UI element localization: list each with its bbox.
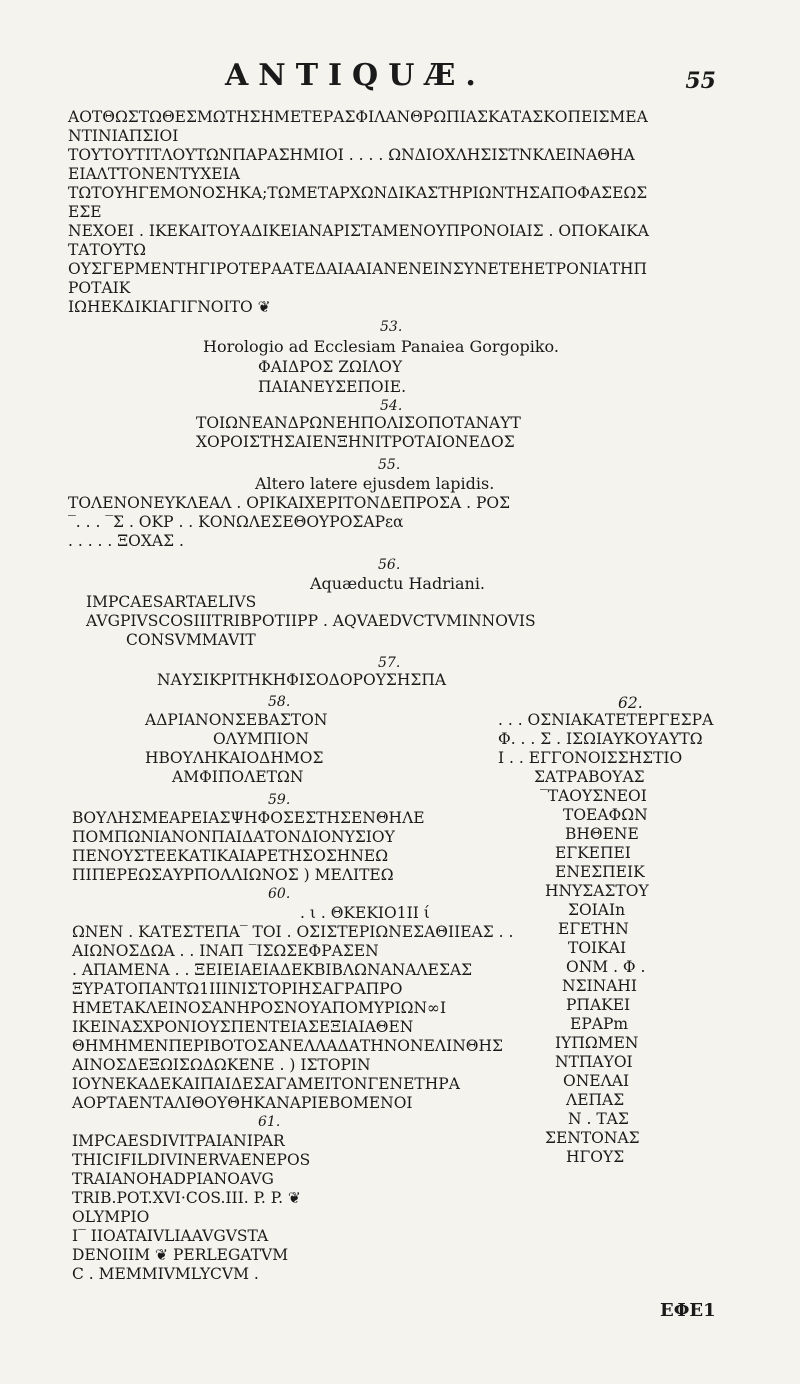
section-number-56: 56.	[378, 557, 401, 573]
section-number-55: 55.	[378, 457, 401, 473]
section-60-line: ΑΙΝΟΣΔΕΞΩΙΣΩΔΩΚΕΝΕ . ) ΙΣΤΟΡΙΝ	[72, 1056, 371, 1074]
section-59-line: ΠΕΝΟΥΣΤΕΕΚΑΤΙΚΑΙΑΡΕΤΗΣΟΣΗΝΕΩ	[72, 847, 389, 865]
section-56-line: CONSVMMAVIT	[126, 631, 256, 649]
section-60-line: ΑΟΡΤΑΕΝΤΑΛΙΘΟΥΘΗΚΑΝΑΡΙΕΒΟΜΕΝΟΙ	[72, 1094, 413, 1112]
intro-line: ΡΟΤΑΙΚ	[68, 279, 131, 297]
section-58-line: ΑΔΡΙΑΝΟΝΣΕΒΑΣΤΟΝ	[145, 711, 328, 729]
section-56-caption: Aquæductu Hadriani.	[310, 574, 486, 593]
running-title: ANTIQUÆ.	[225, 58, 486, 93]
section-53-line: ΠΑΙΑΝΕΥΣΕΠΟΙΕ.	[258, 378, 406, 396]
section-number-59: 59.	[268, 792, 291, 808]
section-58-line: ΟΛΥΜΠΙΟΝ	[213, 730, 309, 748]
section-62-line: ΕΓΚΕΠΕΙ	[555, 844, 631, 862]
section-number-53: 53.	[380, 319, 403, 335]
intro-line: ΕΙΑΛΤΤΟΝΕΝΤΥΧΕΙΑ	[68, 165, 240, 183]
section-61-line: DENOIIM ❦ PERLEGATVM	[72, 1246, 289, 1264]
section-57-line: ΝΑΥΣΙΚΡΙΤΗΚΗΦΙΣΟΔΟΡΟΥΣΗΣΠΑ	[157, 671, 447, 689]
section-55-line: ‾. . . ‾Σ . ΟΚΡ . . ΚΟΝΩΛΕΣΕΘΟΥΡΟΣΑΡεα	[68, 513, 404, 531]
section-62-line: . . . ΟΣΝΙΑΚΑΤΕΤΕΡΓΕΣΡΑ	[498, 711, 714, 729]
section-58-line: ΑΜΦΙΠΟΛΕΤΩΝ	[172, 768, 304, 786]
section-53-caption: Horologio ad Ecclesiam Panaiea Gorgopiko.	[203, 337, 559, 356]
page-number: 55	[685, 68, 716, 94]
section-62-line: Ν . ΤΑΣ	[568, 1110, 629, 1128]
intro-line: ΑΟΤΘΩΣΤΩΘΕΣΜΩΤΗΣΗΜΕΤΕΡΑΣΦΙΛΑΝΘΡΩΠΙΑΣΚΑΤΑΣΚΟΠΕΙΣΜΕΑ	[68, 108, 648, 126]
section-61-line: TRIB.POT.XVI·COS.III. P. P. ❦	[72, 1189, 301, 1207]
section-61-line: IMPCAESDIVITPAIANIPAR	[72, 1132, 285, 1150]
section-55-caption: Altero latere ejusdem lapidis.	[255, 474, 495, 493]
section-59-line: ΒΟΥΛΗΣΜΕΑΡΕΙΑΣΨΗΦΟΣΕΣΤΗΣΕΝΘΗΛΕ	[72, 809, 425, 827]
intro-line: ΝΤΙΝΙΑΠΣΙΟΙ	[68, 127, 179, 145]
section-62-line: ΛΕΠΑΣ	[566, 1091, 625, 1109]
section-number-58: 58.	[268, 694, 291, 710]
section-61-line: C . MEMMIVMLYCVM .	[72, 1265, 259, 1283]
section-62-line: ΣΕΝΤΟΝΑΣ	[545, 1129, 640, 1147]
section-62-line: ΤΟΙΚΑΙ	[568, 939, 627, 957]
section-62-line: ΣΑΤΡΑΒΟΥΑΣ	[534, 768, 645, 786]
section-number-57: 57.	[378, 655, 401, 671]
section-58-line: ΗΒΟΥΛΗΚΑΙΟΔΗΜΟΣ	[145, 749, 324, 767]
section-60-line: . ΑΠΑΜΕΝΑ . . ΞΕΙΕΙΑΕΙΑΔΕΚΒΙΒΛΩΝΑΝΑΛΕΣΑΣ	[72, 961, 473, 979]
section-62-line: ΝΣΙΝΑΗΙ	[562, 977, 638, 995]
section-54-line: ΤΟΙΩΝΕΑΝΔΡΩΝΕΗΠΟΛΙΣΟΠΟΤΑΝΑΥΤ	[196, 414, 521, 432]
intro-line: ΤΟΥΤΟΥΤΙΤΛΟΥΤΩΝΠΑΡΑΣΗΜΙΟΙ . . . . ΩΝΔΙΟΧΛΗΣΙΣΤΝΚΛΕΙΝΑΘΗΑ	[68, 146, 635, 164]
section-55-line: . . . . . ΞΟΧΑΣ .	[68, 532, 184, 550]
section-56-line: AVGPIVSCOSIIITRIBPOTIIPP . AQVAEDVCTVMINNOVIS	[86, 612, 536, 630]
section-62-line: ΙΥΠΩΜΕΝ	[555, 1034, 639, 1052]
section-59-line: ΠΟΜΠΩΝΙΑΝΟΝΠΑΙΔΑΤΟΝΔΙΟΝΥΣΙΟΥ	[72, 828, 395, 846]
section-60-line: ΘΗΜΗΜΕΝΠΕΡΙΒΟΤΟΣΑΝΕΛΛΑΔΑΤΗΝΟΝΕΛΙΝΘΗΣ	[72, 1037, 503, 1055]
section-62-line: ΝΤΠΑΥΟΙ	[555, 1053, 633, 1071]
section-56-line: IMPCAESARTAELIVS	[86, 593, 257, 611]
section-62-line: ΗΝΥΣΑΣΤΟΥ	[545, 882, 649, 900]
section-62-line: ΗΓΟΥΣ	[566, 1148, 625, 1166]
section-60-line: ΙΚΕΙΝΑΣΧΡΟΝΙΟΥΣΠΕΝΤΕΙΑΣΕΞΙΑΙΑΘΕΝ	[72, 1018, 414, 1036]
intro-line: ΟΥΣΓΕΡΜΕΝΤΗΓΙΡΟΤΕΡΑΑΤΕΔΑΙΑΑΙΑΝΕΝΕΙΝΣΥΝΕΤΕΗΕΤΡΟΝΙΑΤΗΠ	[68, 260, 648, 278]
intro-line: ΤΑΤΟΥΤΩ	[68, 241, 146, 259]
section-60-line: ΙΟΥΝΕΚΑΔΕΚΑΙΠΑΙΔΕΣΑΓΑΜΕΙΤΟΝΓΕΝΕΤΗΡΑ	[72, 1075, 460, 1093]
section-62-line: ΕΓΕΤΗΝ	[558, 920, 629, 938]
section-62-line: ΕΝΕΣΠΕΙΚ	[555, 863, 645, 881]
section-62-line: ΒΗΘΕΝΕ	[565, 825, 639, 843]
intro-line: ΤΩΤΟΥΗΓΕΜΟΝΟΣΗΚΑ;ΤΩΜΕΤΑΡΧΩΝΔΙΚΑΣΤΗΡΙΩΝΤΗΣΑΠΟΦΑΣΕΩΣ	[68, 184, 648, 202]
section-60-line: ΑΙΩΝΟΣΔΩΑ . . ΙΝΑΠ ‾ΙΣΩΣΕΦΡΑΣΕΝ	[72, 942, 379, 960]
section-59-line: ΠΙΠΕΡΕΩΣΑΥΡΠΟΛΛΙΩΝΟΣ ) ΜΕΛΙΤΕΩ	[72, 866, 394, 884]
section-54-line: ΧΟΡΟΙΣΤΗΣΑΙΕΝΞΗΝΙΤΡΟΤΑΙΟΝΕΔΟΣ	[196, 433, 515, 451]
section-55-line: ΤΟΛΕΝΟΝΕΥΚΛΕΑΛ . ΟΡΙΚΑΙΧΕΡΙΤΟΝΔΕΠΡΟΣΑ . ΡΟΣ	[68, 494, 511, 512]
section-62-line: ΣΟΙΑΙn	[568, 901, 626, 919]
section-number-60: 60.	[268, 886, 291, 902]
section-61-line: THICIFILDIVINERVAENEPOS	[72, 1151, 311, 1169]
catchword: ΕΦΕ1	[660, 1300, 716, 1321]
section-62-line: Φ. . . Σ . ΙΣΩΙΑΥΚΟΥΑΥΤΩ	[498, 730, 703, 748]
section-62-line: ΤΟΕΑΦΩΝ	[563, 806, 648, 824]
intro-line: ΙΩΗΕΚΔΙΚΙΑΓΙΓΝΟΙΤΟ ❦	[68, 298, 271, 316]
section-62-line: Ι . . ΕΓΓΟΝΟΙΣΣΗΣΤΙΟ	[498, 749, 683, 767]
section-62-line: ΟΝΜ . Φ .	[566, 958, 646, 976]
section-53-line: ΦΑΙΔΡΟΣ ΖΩΙΛΟΥ	[258, 358, 403, 376]
intro-line: ΕΣΕ	[68, 203, 102, 221]
section-60-line: ΩΝΕΝ . ΚΑΤΕΣΤΕΠΑ‾ ΤΟΙ . ΟΣΙΣΤΕΡΙΩΝΕΣΑΘΙΙΕΑΣ . .	[72, 923, 514, 941]
section-61-line: OLYMPIO	[72, 1208, 150, 1226]
section-60-line: . ι . ΘΚΕΚΙΟ1ΙΙ ί	[300, 904, 430, 922]
section-62-line: ΡΠΑΚΕΙ	[566, 996, 631, 1014]
section-number-61: 61.	[258, 1114, 281, 1130]
section-62-line: ΕΡΑΡm	[570, 1015, 629, 1033]
intro-line: ΝΕΧΟΕΙ . ΙΚΕΚΑΙΤΟΥΑΔΙΚΕΙΑΝΑΡΙΣΤΑΜΕΝΟΥΠΡΟΝΟΙΑΙΣ . ΟΠΟΚΑΙΚΑ	[68, 222, 649, 240]
section-number-62: 62.	[618, 694, 643, 712]
section-60-line: ΞΥΡΑΤΟΠΑΝΤΩ1ΙΙΙΝΙΣΤΟΡΙΗΣΑΓΡΑΠΡΟ	[72, 980, 403, 998]
section-61-line: TRAIANOHADPIANOAVG	[72, 1170, 274, 1188]
section-62-line: ‾ΤΑΟΥΣΝΕΟΙ	[540, 787, 647, 805]
section-62-line: ΟΝΕΛΑΙ	[563, 1072, 630, 1090]
section-number-54: 54.	[380, 398, 403, 414]
section-60-line: ΗΜΕΤΑΚΛΕΙΝΟΣΑΝΗΡΟΣΝΟΥΑΠΟΜΥΡΙΩΝ∞Ι	[72, 999, 447, 1017]
section-61-line: I‾ IIOATAIVLIAAVGVSTA	[72, 1227, 269, 1245]
